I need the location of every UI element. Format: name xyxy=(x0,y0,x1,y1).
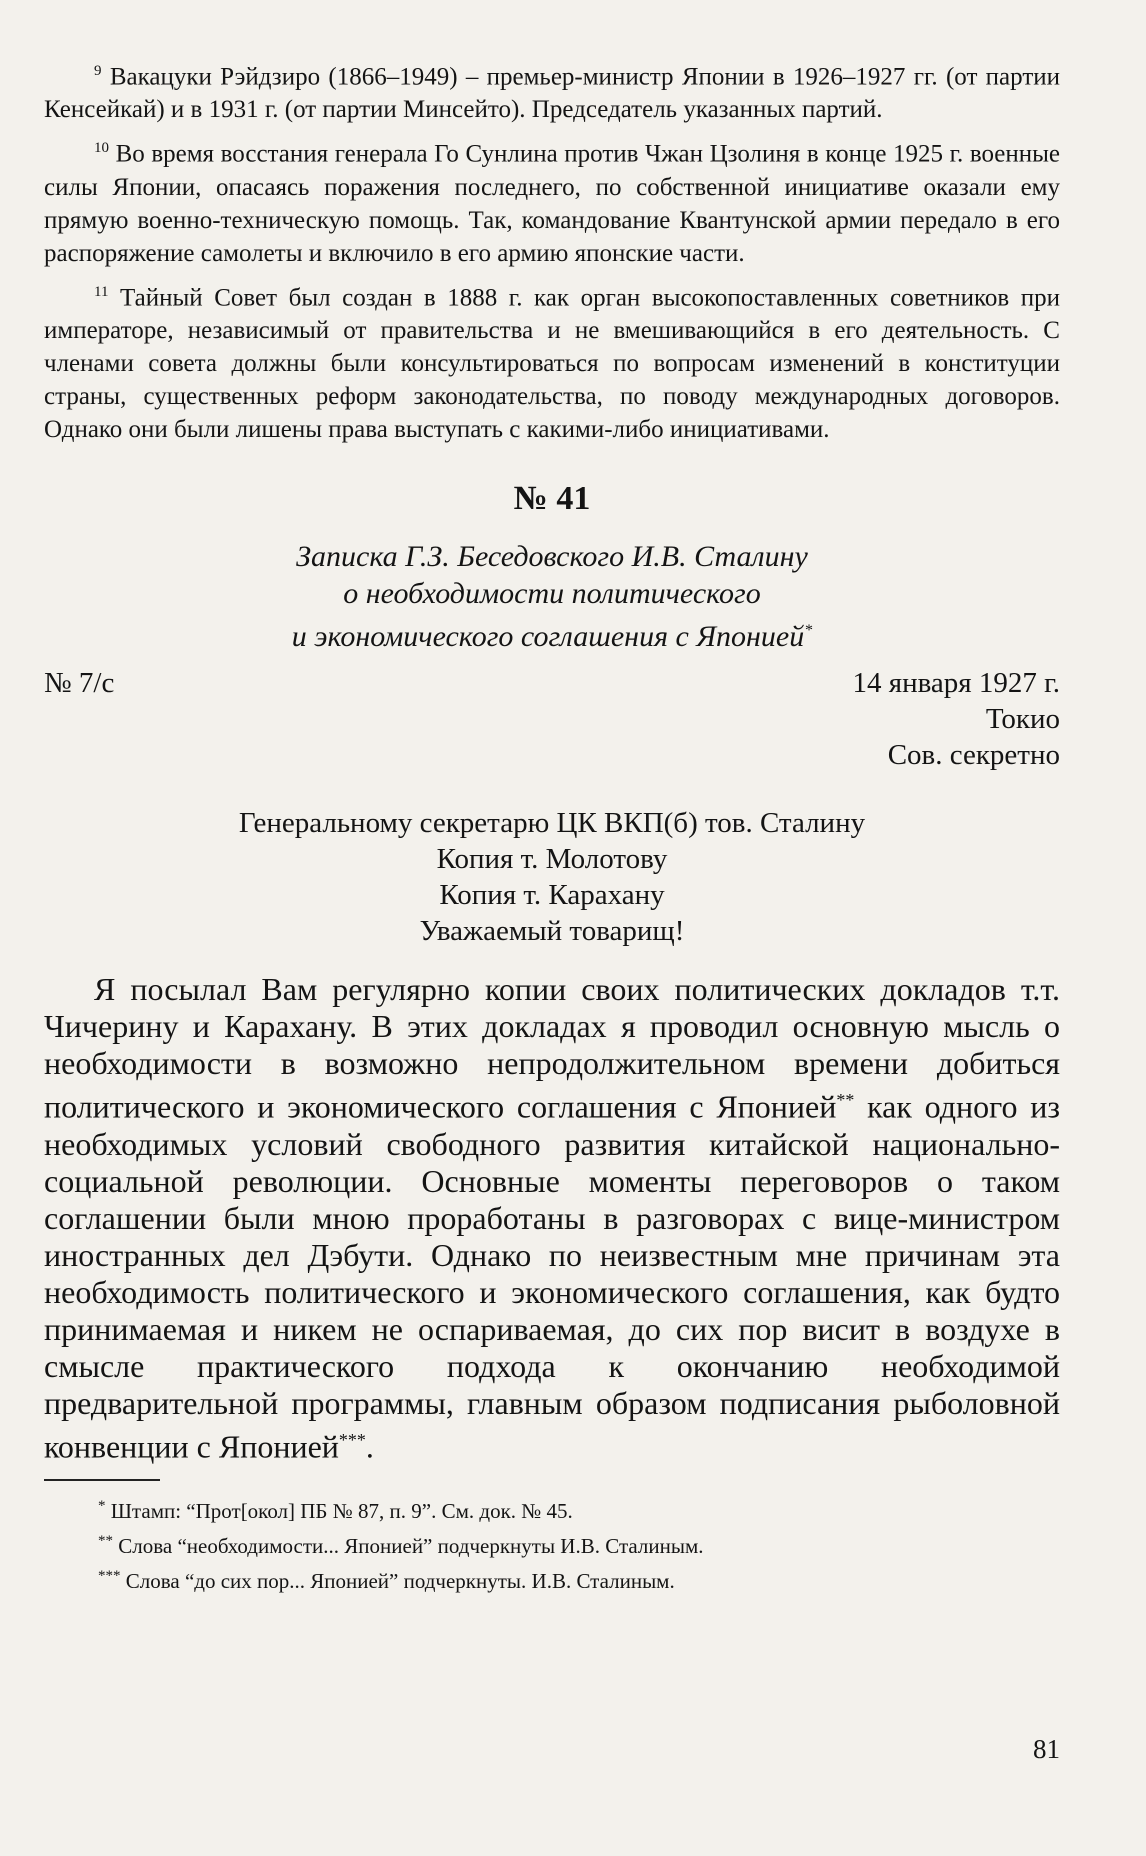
footnote-text: Вакацуки Рэйдзиро (1866–1949) – премьер-министр Японии в 1926–1927 гг. (от партии Кенсейкай) и в 1931 г. (от партии Минсейто). Председатель указанных партий. xyxy=(44,63,1061,124)
document-number: № 41 xyxy=(513,479,591,517)
footnote-text: Тайный Совет был создан в 1888 г. как орган высокопоставленных советников при императоре, независимый от правительства и не вмешивающийся в его деятельность. С членами совета должны были консультироваться по вопросам изменений в конституции страны, существенных реформ законодательства, по поводу международных договоров. Однако они были лишены права выступать с какими-либо инициативами. xyxy=(44,283,1060,443)
note: ** Слова “необходимости... Японией” подчеркнуты И.В. Сталиным. xyxy=(98,1533,704,1559)
addressee-line: Генеральному секретарю ЦК ВКП(б) тов. Сталину xyxy=(238,806,866,839)
addressee-line: Копия т. Молотову xyxy=(436,842,668,875)
note: * Штамп: “Прот[окол] ПБ № 87, п. 9”. См. док. № 45. xyxy=(98,1498,573,1524)
body-footnote-mark: *** xyxy=(338,1429,366,1450)
date: 14 января 1927 г. xyxy=(852,666,1060,699)
place: Токио xyxy=(985,702,1060,735)
title-line: Записка Г.З. Беседовского И.В. Сталину xyxy=(296,539,808,573)
footnote-9 xyxy=(44,55,1060,126)
title-line: о необходимости политического xyxy=(343,576,761,610)
footnote-number: 11 xyxy=(94,283,109,300)
footnote-10 xyxy=(44,132,1060,269)
classification: Сов. секретно xyxy=(887,738,1060,771)
page-number: 81 xyxy=(1033,1734,1060,1764)
addressee-line: Копия т. Карахану xyxy=(439,878,665,911)
footnote-11 xyxy=(44,276,1060,446)
note: *** Слова “до сих пор... Японией” подчеркнуты. И.В. Сталиным. xyxy=(98,1568,675,1594)
ref-number: № 7/с xyxy=(44,666,115,699)
greeting: Уважаемый товарищ! xyxy=(419,914,685,947)
body-footnote-mark: ** xyxy=(836,1089,855,1110)
footnote-number: 10 xyxy=(94,140,109,157)
title-footnote-mark: * xyxy=(804,621,813,639)
body-paragraph: Я посылал Вам регулярно копии своих политических докладов т.т. Чичерину и Карахану. В этих докладах я проводил основную мысль о необходимости в возможно непродолжительном времени добиться политического и экономического соглашения с Японией** как одного из необходимых условий свободного развития китайской национально-социальной революции. Основные моменты переговоров о таком соглашении были мною проработаны в разговорах с вице-министром иностранных дел Дэбути. Однако по неизвестным мне причинам эта необходимость политического и экономического соглашения, как будто принимаемая и никем не оспариваемая, до сих пор висит в воздухе в смысле практического подхода к окончанию необходимой предварительной программы, главным образом подписания рыболовной конвенции с Японией***. xyxy=(44,970,1060,1465)
addressees xyxy=(44,805,1060,913)
ref-date-row xyxy=(44,665,1060,701)
title-line: и экономического соглашения с Японией* xyxy=(291,619,813,653)
footnote-text: Во время восстания генерала Го Сунлина против Чжан Цзолиня в конце 1925 г. военные силы Японии, опасаясь поражения последнего, по собственной инициативе оказали ему прямую военно-техническую помощь. Так, командование Квантунской армии передало в его распоряжение самолеты и включило в его армию японские части. xyxy=(44,140,1061,267)
footnote-number: 9 xyxy=(94,63,102,79)
footnote-divider xyxy=(44,1479,160,1481)
page xyxy=(44,55,1060,1596)
document-title xyxy=(44,538,1060,655)
